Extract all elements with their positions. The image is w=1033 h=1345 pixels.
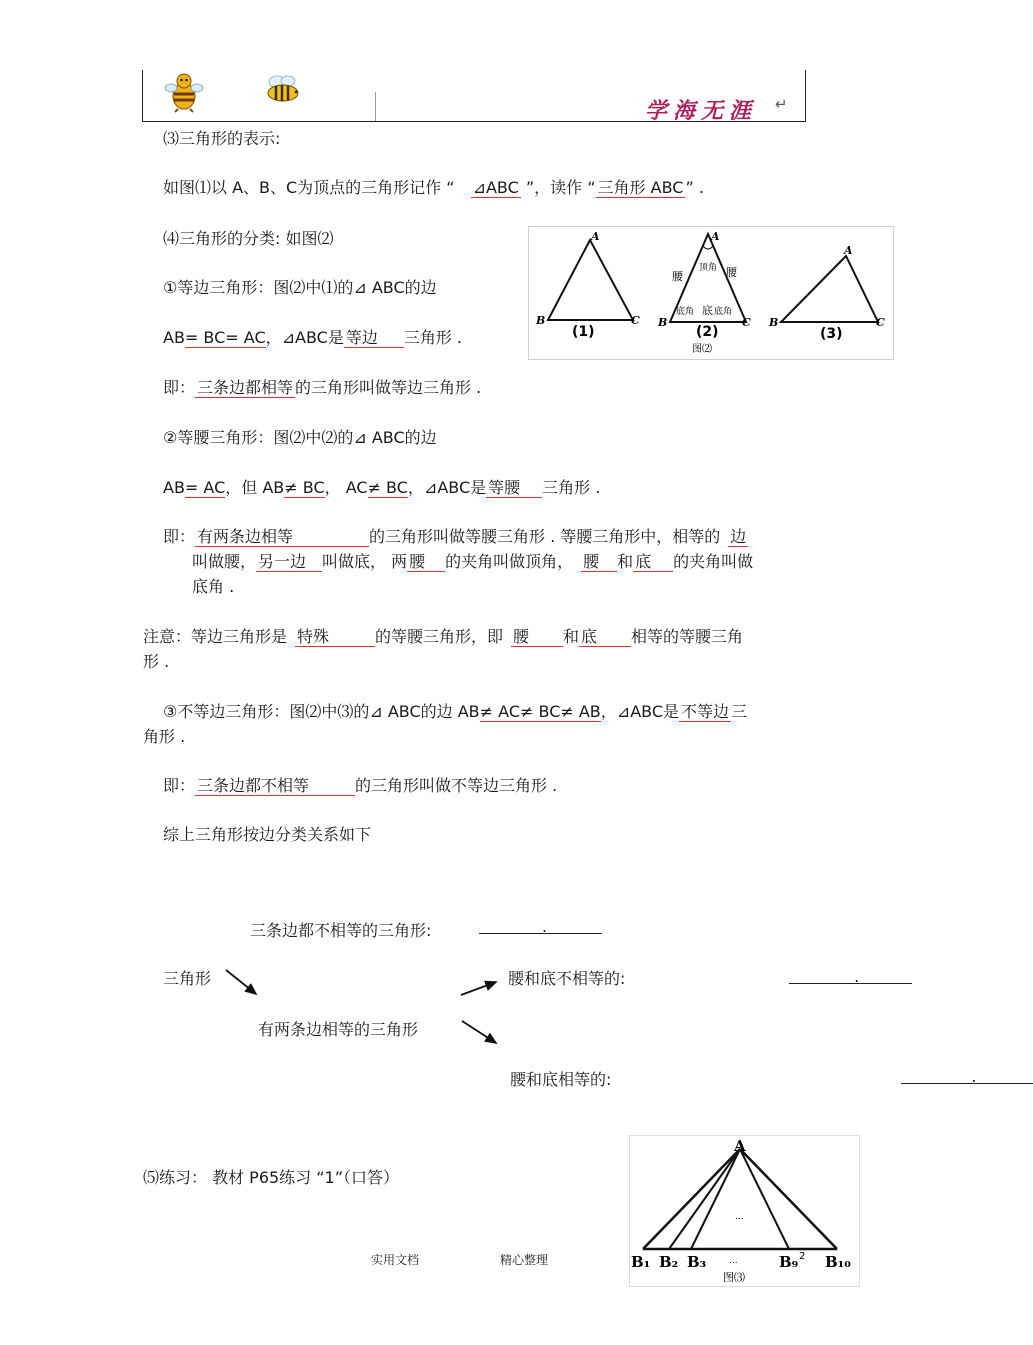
vertex-c: C (876, 316, 885, 329)
text: 的三角形叫做等腰三角形 . 等腰三角形中，相等的 (369, 527, 721, 546)
note-line-2: 形 . (143, 652, 170, 671)
answer-side: 边 (730, 527, 747, 546)
class-leg-eq-base-label: 腰和底相等的: (510, 1070, 612, 1089)
answer-notation: ⊿ABC (472, 178, 519, 197)
answer-scalene: 不等边 (681, 702, 730, 721)
arrow-to-leg-ne-base (461, 982, 496, 995)
vertex-a: A (591, 230, 600, 243)
base-dots: ... (729, 1256, 738, 1266)
vertex-c: C (631, 314, 640, 327)
text: 三 (731, 702, 748, 721)
leg-right-label: 腰 (726, 266, 737, 279)
answer: ≠ AB (560, 702, 601, 721)
answer-legs: 腰 (407, 553, 445, 572)
text: 三角形 . (542, 478, 601, 497)
text: AB (163, 328, 185, 347)
vertex-b: B (536, 314, 546, 327)
vertex-a: A (711, 230, 720, 243)
text: 的夹角叫做 (673, 552, 754, 571)
text: ，⊿ABC是 (407, 478, 487, 497)
segment-ab3 (691, 1149, 740, 1249)
class-leg-ne-base-label: 腰和底不相等的: (508, 969, 626, 988)
base-label: 底 (702, 304, 713, 317)
text: ③不等边三角形：图⑵中⑶的⊿ ABC的边 AB (163, 702, 480, 721)
class-root-label: 三角形 (163, 969, 212, 988)
text: 和 (617, 552, 634, 571)
answer-two-equal: 有两条边相等 (195, 528, 369, 547)
answer-none-equal: 三条边都不相等 (195, 777, 355, 796)
arrow-to-leg-eq-base (462, 1021, 496, 1043)
answer-reading: 三角形 ABC (597, 178, 684, 197)
text: 三角形 . (403, 328, 463, 347)
text: 和 (563, 627, 580, 646)
label-b1: B₁ (631, 1253, 651, 1271)
return-mark: ↵ (775, 95, 788, 113)
text: 即： (163, 378, 196, 397)
figure-2 (528, 226, 892, 358)
blank-dot: . (542, 917, 548, 936)
answer-other-side: 另一边 (256, 553, 322, 572)
middle-dots: ... (735, 1212, 744, 1222)
answer-isosceles: 等腰 (486, 479, 542, 498)
label-b2: B₂ (659, 1253, 679, 1271)
scalene-line-2: 角形 . (143, 727, 186, 746)
figure-3-caption: 图⑶ (723, 1271, 745, 1284)
summary-line: 综上三角形按边分类关系如下 (163, 825, 372, 844)
brand-title: 学海无涯 (645, 98, 758, 124)
text: 如图⑴以 A、B、C为顶点的三角形记作 “ (163, 178, 455, 197)
answer-all-equal: 三条边都相等 (197, 378, 294, 397)
section-3-title: ⑶三角形的表示: (163, 129, 281, 148)
vertex-c: C (742, 316, 751, 329)
figure-3 (629, 1135, 858, 1285)
triangle-3-label: (3) (820, 326, 843, 342)
label-b10: B₁₀ (825, 1253, 851, 1271)
footer-right-text: 精心整理 (500, 1253, 549, 1267)
isosceles-line-5: 底角 . (192, 577, 235, 596)
answer-base: 底 (579, 628, 631, 647)
text: AB (163, 478, 185, 497)
text: 注意：等边三角形是 (143, 627, 288, 646)
text: ，但 AB (225, 478, 285, 497)
text: ”，读作 “ (520, 178, 596, 197)
footer-left-text: 实用文档 (371, 1253, 420, 1267)
answer: ≠ BC (284, 478, 325, 497)
text: ， AC (324, 478, 368, 497)
answer-equilateral: 等边 (344, 329, 404, 348)
base-angle-right-label: 底角 (714, 307, 733, 317)
answer: ≠ BC (520, 702, 561, 721)
equilateral-line-1: ①等边三角形：图⑵中⑴的⊿ ABC的边 (163, 278, 437, 297)
isosceles-line-1: ②等腰三角形：图⑵中⑵的⊿ ABC的边 (163, 428, 437, 447)
answer-special: 特殊 (295, 628, 375, 647)
class-two-equal-label: 有两条边相等的三角形 (258, 1020, 419, 1039)
answer: ≠ AC (479, 702, 520, 721)
blank-dot: . (854, 967, 860, 986)
answer: ≠ BC (367, 478, 408, 497)
answer-leg: 腰 (511, 628, 563, 647)
segment-ab2 (669, 1149, 740, 1249)
arrow-root-to-two-equal (226, 970, 256, 994)
vertex-a: A (844, 244, 853, 257)
vertex-a: A (734, 1137, 746, 1155)
text: 叫做底， 两 (322, 552, 408, 571)
segment-ab1 (643, 1149, 740, 1249)
text: 的三角形叫做等边三角形 . (295, 378, 482, 397)
blank-dot: . (971, 1067, 977, 1086)
text: ” . (685, 178, 704, 197)
label-b9: B₉ (779, 1253, 799, 1271)
figure-2-caption: 图⑵ (692, 344, 712, 355)
vertex-b: B (769, 316, 779, 329)
base-angle-left-label: 底角 (676, 307, 695, 317)
text: ，⊿ABC是 (265, 328, 344, 347)
text: 的夹角叫做顶角， (445, 552, 574, 571)
leg-left-label: 腰 (672, 270, 683, 283)
equilateral-triangle (548, 240, 633, 320)
text: 即： (163, 527, 196, 546)
vertex-b: B (658, 316, 668, 329)
text: ，⊿ABC是 (600, 702, 680, 721)
answer: = AC (184, 478, 226, 497)
label-b3: B₃ (687, 1253, 707, 1271)
text: 相等的等腰三角 (631, 627, 744, 646)
scalene-triangle (781, 256, 878, 322)
segment-ab9 (740, 1149, 789, 1249)
section-5-exercise: ⑸练习： 教材 P65练习 “1”（口答） (143, 1168, 400, 1187)
text: 的三角形叫做不等边三角形 . (355, 776, 558, 795)
text: 即： (163, 776, 196, 795)
segment-ab10 (740, 1149, 837, 1249)
class-scalene-label: 三条边都不相等的三角形: (250, 921, 432, 940)
text: 的等腰三角形，即 (375, 627, 504, 646)
answer: = AC (225, 328, 266, 347)
triangle-2-label: (2) (696, 324, 719, 340)
triangle-1-label: (1) (572, 324, 595, 340)
apex-angle-label: 顶角 (699, 263, 718, 273)
label-b9-superscript: 2 (799, 1251, 806, 1262)
section-4-title: ⑷三角形的分类: 如图⑵ (163, 229, 334, 248)
answer-leg: 腰 (581, 553, 617, 572)
answer: = BC (184, 328, 226, 347)
answer-base: 底 (633, 553, 673, 572)
text: 叫做腰， (192, 552, 257, 571)
